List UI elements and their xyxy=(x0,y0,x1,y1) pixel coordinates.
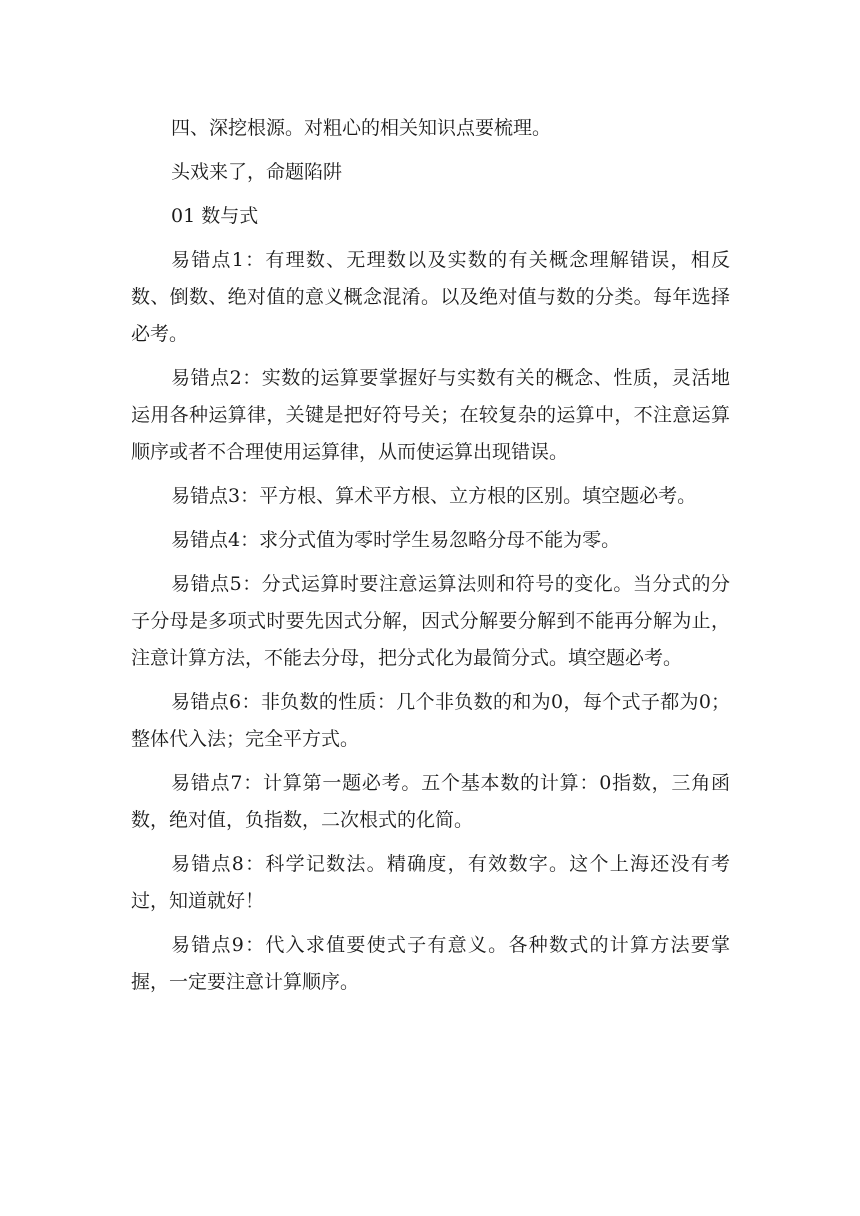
error-point-1: 易错点1：有理数、无理数以及实数的有关概念理解错误，相反数、倒数、绝对值的意义概念混淆。以及绝对值与数的分类。每年选择必考。 xyxy=(131,249,730,345)
document-body xyxy=(131,110,730,1008)
section-heading: 四、深挖根源。对粗心的相关知识点要梳理。 xyxy=(171,117,552,139)
error-point-4: 易错点4：求分式值为零时学生易忽略分母不能为零。 xyxy=(171,529,621,551)
error-point-6: 易错点6：非负数的性质：几个非负数的和为0，每个式子都为0；整体代入法；完全平方式。 xyxy=(131,691,730,750)
section-title: 01 数与式 xyxy=(171,205,259,227)
error-point-5: 易错点5：分式运算时要注意运算法则和符号的变化。当分式的分子分母是多项式时要先因式分解，因式分解要分解到不能再分解为止，注意计算方法，不能去分母，把分式化为最简分式。填空题必考。 xyxy=(131,573,730,669)
error-point-3: 易错点3：平方根、算术平方根、立方根的区别。填空题必考。 xyxy=(171,485,697,507)
error-point-8: 易错点8：科学记数法。精确度，有效数字。这个上海还没有考过，知道就好！ xyxy=(131,853,730,912)
subheading: 头戏来了，命题陷阱 xyxy=(171,161,343,183)
error-point-9: 易错点9：代入求值要使式子有意义。各种数式的计算方法要掌握，一定要注意计算顺序。 xyxy=(131,934,730,993)
error-point-7: 易错点7：计算第一题必考。五个基本数的计算：0指数，三角函数，绝对值，负指数，二次根式的化简。 xyxy=(131,772,730,831)
error-point-2: 易错点2：实数的运算要掌握好与实数有关的概念、性质，灵活地运用各种运算律，关键是把好符号关；在较复杂的运算中，不注意运算顺序或者不合理使用运算律，从而使运算出现错误。 xyxy=(131,367,730,463)
